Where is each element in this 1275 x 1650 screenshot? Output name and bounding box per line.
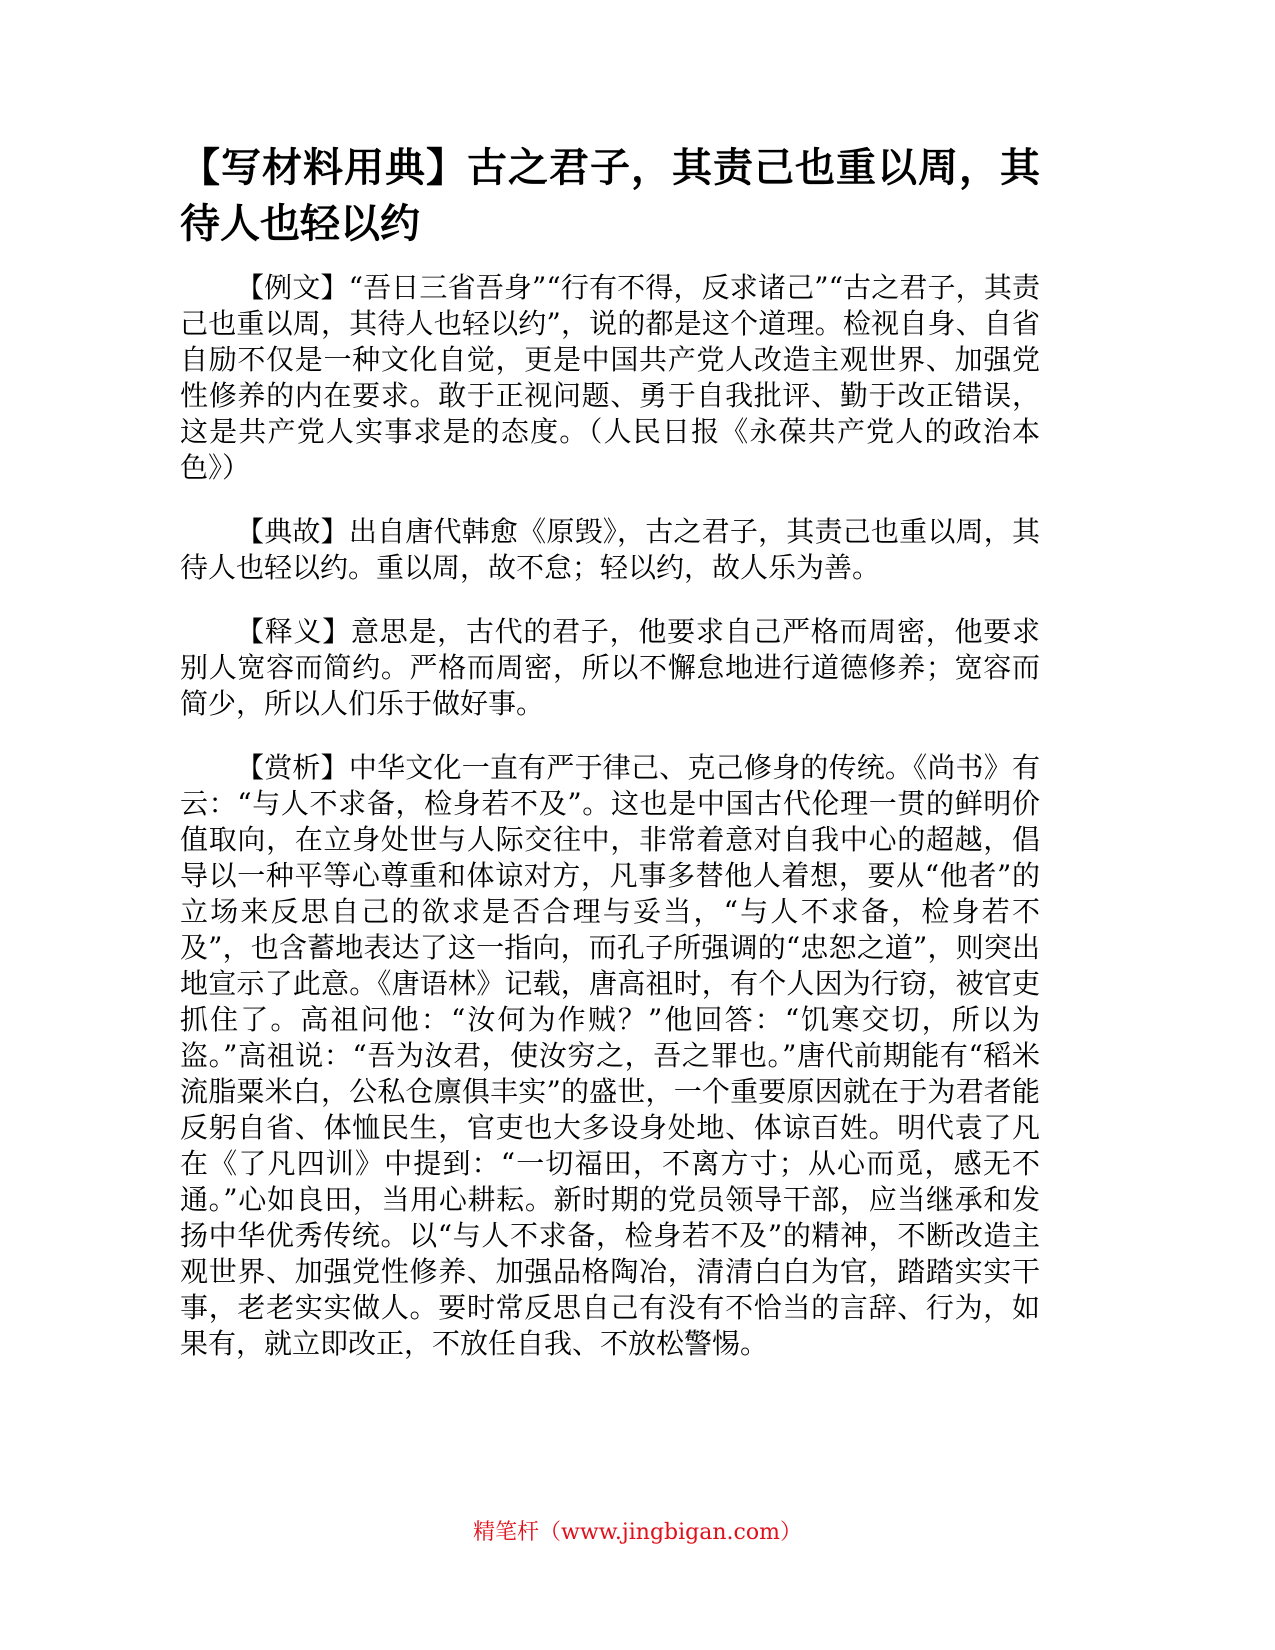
analysis-paragraph: 【赏析】中华文化一直有严于律己、克己修身的传统。《尚书》有云：“与人不求备，检身若不及”。这也是中国古代伦理一贯的鲜明价值取向，在立身处世与人际交往中，非常着意对自我中心的超越，倡导以一种平等心尊重和体谅对方，凡事多替他人着想，要从“他者”的立场来反思自己的欲求是否合理与妥当，“与人不求备，检身若不及”，也含蓄地表达了这一指向，而孔子所强调的“忠恕之道”，则突出地宣示了此意。《唐语林》记载，唐高祖时，有个人因为行窃，被官吏抓住了。高祖问他：“汝何为作贼？”他回答：“饥寒交切，所以为盗。”高祖说：“吾为汝君，使汝穷之，吾之罪也。”唐代前期能有“稻米流脂粟米白，公私仓廪俱丰实”的盛世，一个重要原因就在于为君者能反躬自省、体恤民生，官吏也大多设身处地、体谅百姓。明代袁了凡在《了凡四训》中提到：“一切福田，不离方寸；从心而觅，感无不通。”心如良田，当用心耕耘。新时期的党员领导干部，应当继承和发扬中华优秀传统。以“与人不求备，检身若不及”的精神，不断改造主观世界、加强党性修养、加强品格陶冶，清清白白为官，踏踏实实干事，老老实实做人。要时常反思自己有没有不恰当的言辞、行为，如果有，就立即改正，不放任自我、不放松警惕。 — [180, 751, 1040, 1360]
allusion-paragraph: 【典故】出自唐代韩愈《原毁》，古之君子，其责己也重以周，其待人也轻以约。重以周，故不怠；轻以约，故人乐为善。 — [180, 515, 1040, 584]
example-paragraph: 【例文】“吾日三省吾身”“行有不得，反求诸己”“古之君子，其责己也重以周，其待人也轻以约”，说的都是这个道理。检视自身、自省自励不仅是一种文化自觉，更是中国共产党人改造主观世界、加强党性修养的内在要求。敢于正视问题、勇于自我批评、勤于改正错误，这是共产党人实事求是的态度。（人民日报《永葆共产党人的政治本色》） — [180, 271, 1040, 484]
document-title: 【写材料用典】古之君子，其责己也重以周，其待人也轻以约 — [180, 145, 1040, 247]
document-page — [180, 140, 1040, 1362]
footer-watermark: 精笔杆（www.jingbigan.com） — [473, 1520, 802, 1545]
meaning-paragraph: 【释义】意思是，古代的君子，他要求自己严格而周密，他要求别人宽容而简约。严格而周密，所以不懈怠地进行道德修养；宽容而简少，所以人们乐于做好事。 — [180, 615, 1040, 720]
